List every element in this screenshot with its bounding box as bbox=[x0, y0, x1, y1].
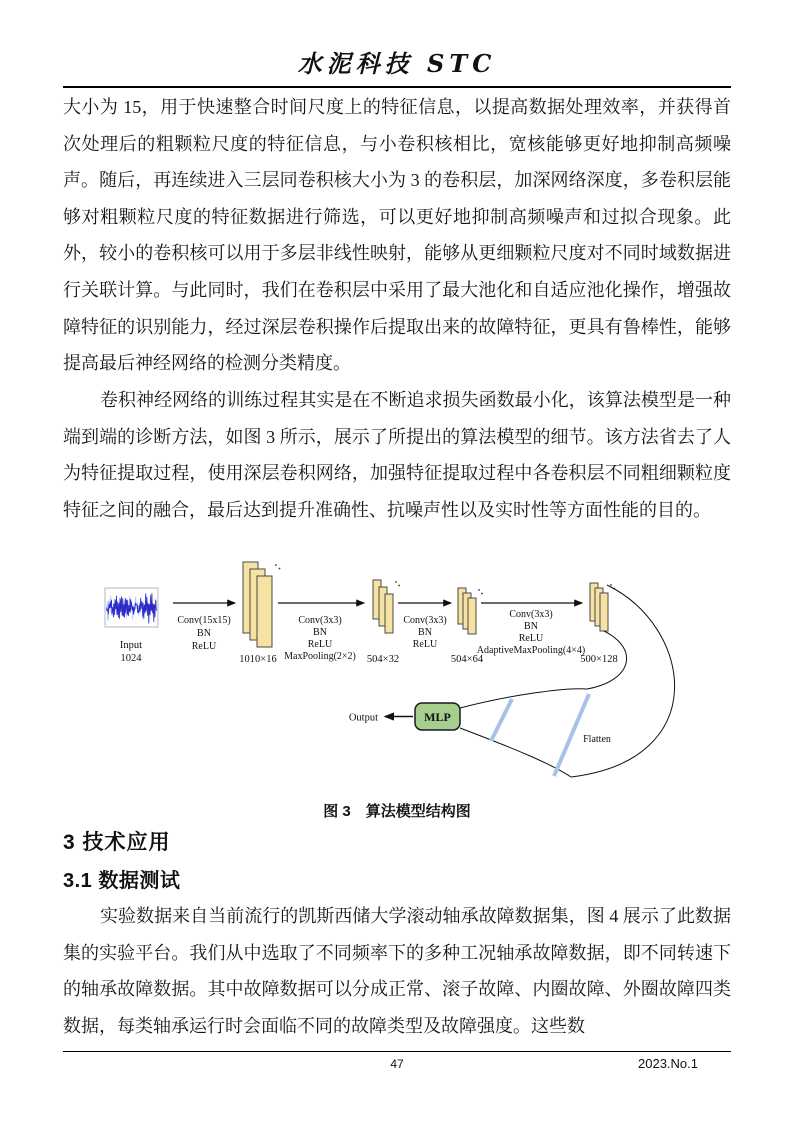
flatten-bar-1 bbox=[491, 699, 512, 741]
journal-title: 水泥科技 STC bbox=[297, 49, 497, 78]
feature-map-stack-2 bbox=[373, 580, 400, 633]
stage2-op-pool: MaxPooling(2×2) bbox=[284, 651, 356, 662]
channel-ellipsis-icon bbox=[395, 581, 400, 586]
paragraph-2: 卷积神经网络的训练过程其实是在不断追求损失函数最小化，该算法模型是一种端到端的诊断方法，如图 3 所示，展示了所提出的算法模型的细节。该方法省去了人为特征提取过程，使用深层卷积网络，加强特征提取过程中各卷积层不同粗细颗粒度特征之间的融合，最后达到提升准确性、抗噪声性以及实时性等方面性能的目的。 bbox=[63, 390, 731, 520]
channel-ellipsis-icon bbox=[275, 564, 280, 569]
subsection-heading: 3.1 数据测试 bbox=[63, 870, 181, 892]
stage4-op-bn: BN bbox=[524, 621, 538, 632]
stage1-op-relu: ReLU bbox=[191, 641, 217, 652]
stage4-op-relu: ReLU bbox=[518, 633, 544, 644]
feature-map-stack-3 bbox=[458, 588, 483, 634]
paragraph-1: 大小为 15，用于快速整合时间尺度上的特征信息，以提高数据处理效率，并获得首次处理后的粗颗粒尺度的特征信息，与小卷积核相比，宽核能够更好地抑制高频噪声。随后，再连续进入三层同卷积核大小为 3 的卷积层，加深网络深度，多卷积层能够对粗颗粒尺度的特征数据进行筛选，可以更好地抑制高频噪声和过拟合现象。此外，较小的卷积核可以用于多层非线性映射，能够从更细颗粒尺度对不同时域数据进行关联计算。与此同时，我们在卷积层中采用了最大池化和自适应池化操作，增强故障特征的识别能力，经过深层卷积操作后提取出来的故障特征，更具有鲁棒性，能够提高最后神经网络的检测分类精度。 bbox=[63, 97, 731, 374]
stage1-out-dim: 1010×16 bbox=[239, 654, 277, 665]
stage2-op-conv: Conv(3x3) bbox=[298, 615, 342, 626]
paragraph-3: 实验数据来自当前流行的凯斯西储大学滚动轴承故障数据集，图 4 展示了此数据集的实验平台。我们从中选取了不同频率下的多种工况轴承故障数据，即不同转速下的轴承故障数据。其中故障数据可以分成正常、滚子故障、内圈故障、外圈故障四类数据，每类轴承运行时会面临不同的故障类型及故障强度。这些数 bbox=[63, 906, 731, 1036]
feature-map-stack-1 bbox=[243, 562, 280, 647]
stage2-op-bn: BN bbox=[313, 627, 327, 638]
stage3-op-bn: BN bbox=[418, 627, 432, 638]
channel-ellipsis-icon bbox=[478, 589, 483, 594]
input-size-label: 1024 bbox=[120, 653, 142, 664]
input-signal-image bbox=[105, 588, 158, 627]
header-rule bbox=[63, 86, 731, 88]
input-label: Input bbox=[119, 640, 143, 651]
mlp-label: MLP bbox=[424, 710, 451, 724]
footer-rule bbox=[63, 1051, 731, 1052]
stage1-op-conv: Conv(15x15) bbox=[177, 615, 231, 626]
stage4-op-pool: AdaptiveMaxPooling(4×4) bbox=[476, 645, 586, 656]
issue-label: 2023.No.1 bbox=[638, 1056, 698, 1071]
stage3-op-conv: Conv(3x3) bbox=[403, 615, 447, 626]
output-label: Output bbox=[348, 712, 378, 724]
stage2-out-dim: 504×32 bbox=[366, 654, 400, 665]
stage4-out-dim: 500×128 bbox=[580, 654, 618, 665]
stage3-out-dim: 504×64 bbox=[450, 654, 484, 665]
figure-caption: 图 3 算法模型结构图 bbox=[323, 803, 471, 820]
stage1-op-bn: BN bbox=[197, 628, 211, 639]
feature-map-stack-4 bbox=[590, 583, 615, 631]
section-heading: 3 技术应用 bbox=[63, 831, 171, 854]
flatten-label: Flatten bbox=[583, 734, 611, 745]
page-number: 47 bbox=[390, 1057, 404, 1071]
cnn-architecture-diagram bbox=[95, 555, 715, 803]
stage4-op-conv: Conv(3x3) bbox=[509, 609, 553, 620]
stage2-op-relu: ReLU bbox=[307, 639, 333, 650]
stage3-op-relu: ReLU bbox=[412, 639, 438, 650]
